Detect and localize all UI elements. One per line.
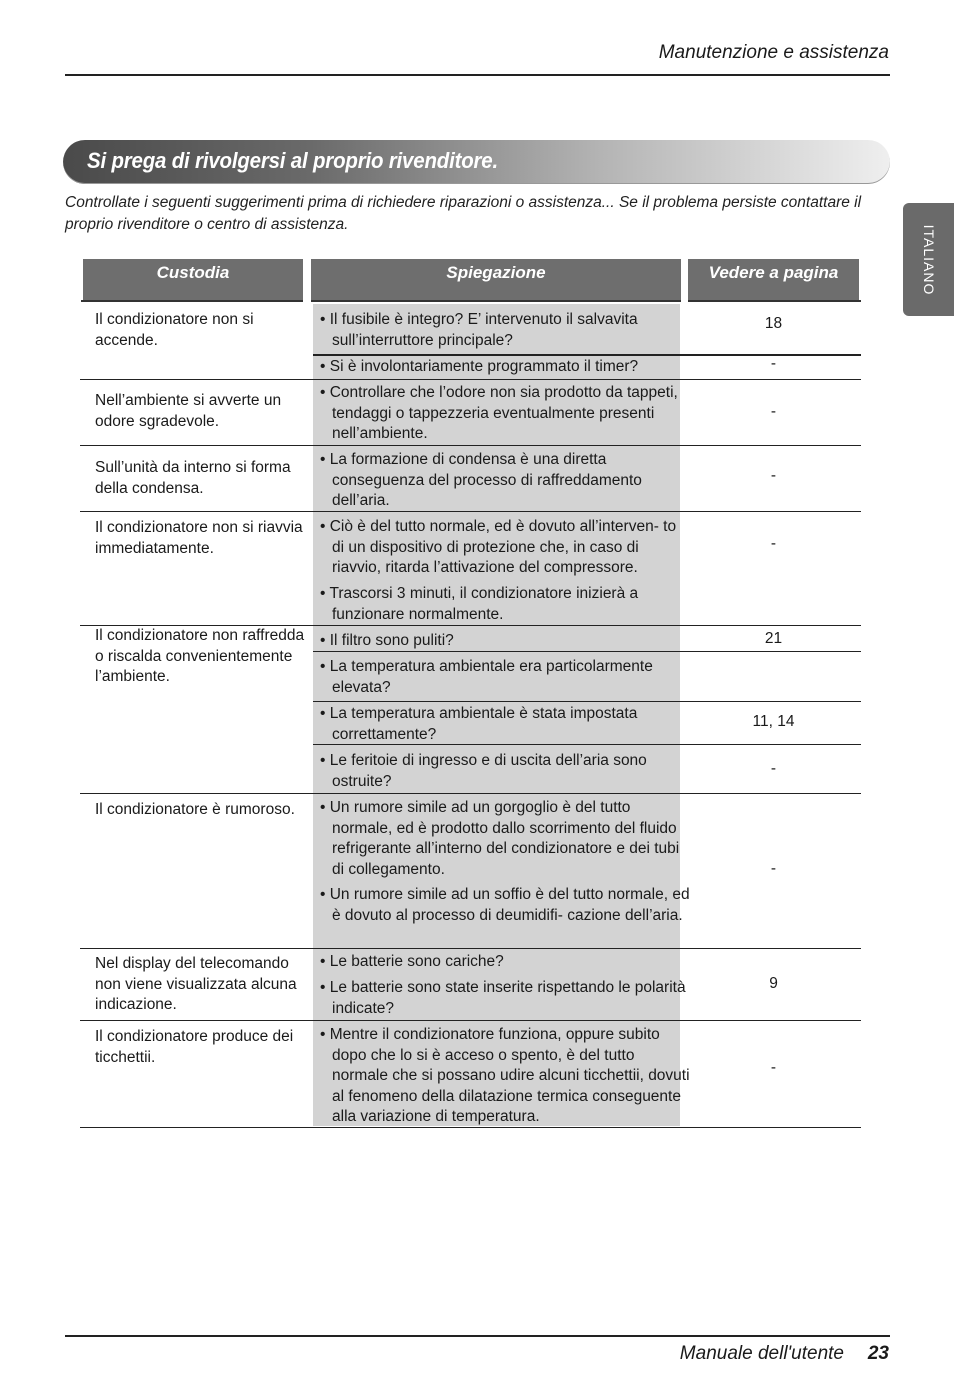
explanation-item: • La temperatura ambientale è stata impostata correttamente? [320, 705, 638, 743]
column-header-pagina: Vedere a pagina [688, 259, 859, 301]
page-reference: - [770, 760, 777, 777]
custodia-cell: Nel display del telecomando non viene visualizzata alcuna indicazione. [95, 955, 297, 1013]
language-tab [903, 203, 954, 316]
section-title: Manutenzione e assistenza [658, 42, 889, 63]
explanation-item: • Ciò è del tutto normale, ed è dovuto all’interven- to di un dispositivo di protezione che, in caso di riavvio, ritarda l’attivazione del compressore. [320, 518, 677, 576]
row-separator [80, 1020, 861, 1021]
row-separator [80, 948, 861, 949]
page-reference: - [770, 860, 777, 877]
explanation-item: • Un rumore simile ad un soffio è del tutto normale, ed è dovuto al processo di deumidifi- cazione dell’aria. [320, 886, 690, 924]
header-rule [311, 300, 681, 302]
footer-manual-label: Manuale dell'utente [679, 1343, 844, 1364]
page-reference: 9 [769, 975, 778, 992]
column-header-custodia: Custodia [83, 259, 303, 301]
section-banner [63, 140, 890, 184]
explanation-item: • Si è involontariamente programmato il timer? [320, 358, 639, 375]
custodia-cell: Il condizionatore non si riavvia immediatamente. [95, 519, 303, 557]
explanation-item: • Trascorsi 3 minuti, il condizionatore inizierà a funzionare normalmente. [320, 585, 639, 623]
explanation-item: • Le feritoie di ingresso e di uscita dell’aria sono ostruite? [320, 752, 647, 790]
explanation-item: • Le batterie sono state inserite rispettando le polarità indicate? [320, 979, 686, 1017]
intro-text: Controllate i seguenti suggerimenti prima di richiedere riparazioni o assistenza... Se il problema persiste contattare il proprio rivenditore o centro di assistenza. [65, 194, 862, 233]
explanation-item: • Il fusibile è integro? E’ intervenuto il salvavita sull’interruttore principale? [320, 311, 638, 349]
header-rule [688, 300, 861, 302]
language-tab-label: ITALIANO [920, 224, 937, 295]
row-separator [313, 701, 861, 702]
custodia-cell: Sull’unità da interno si forma della condensa. [95, 459, 291, 497]
custodia-cell: Il condizionatore non raffredda o riscalda convenientemente l’ambiente. [95, 627, 305, 685]
explanation-item: • Mentre il condizionatore funziona, oppure subito dopo che lo si è acceso o spento, è del tutto normale che si possano udire alcuni ticchettii, dovuti al fenomeno della dilatazione termica conseguente alla variazione di temperatura. [320, 1026, 690, 1125]
page-reference: - [770, 535, 777, 552]
page-reference: - [770, 467, 777, 484]
custodia-cell: Il condizionatore produce dei ticchettii. [95, 1028, 294, 1066]
explanation-item: • Le batterie sono cariche? [320, 953, 504, 970]
custodia-cell: Nell’ambiente si avverte un odore sgradevole. [95, 392, 282, 430]
custodia-cell: Il condizionatore è rumoroso. [95, 801, 295, 818]
header-divider [65, 74, 890, 76]
explanation-item: • La temperatura ambientale era particolarmente elevata? [320, 658, 653, 696]
page-reference: - [770, 403, 777, 420]
page-number: 23 [867, 1343, 889, 1364]
explanation-item: • Controllare che l’odore non sia prodotto da tappeti, tendaggi o tappezzeria eventualmente presenti nell’ambiente. [320, 384, 678, 442]
footer-divider [65, 1335, 890, 1337]
row-separator [80, 793, 861, 794]
page-reference: 11, 14 [752, 713, 795, 730]
explanation-item: • Il filtro sono puliti? [320, 632, 454, 649]
custodia-cell: Il condizionatore non si accende. [95, 311, 254, 349]
page-reference: - [770, 355, 777, 372]
row-separator [80, 379, 861, 380]
banner-title: Si prega di rivolgersi al proprio rivenditore. [87, 148, 498, 173]
page-reference: 18 [764, 315, 783, 332]
page-reference: 21 [764, 630, 783, 647]
explanation-item: • La formazione di condensa è una diretta conseguenza del processo di raffreddamento dell’aria. [320, 451, 642, 509]
page-reference: - [770, 1059, 777, 1076]
row-separator [80, 445, 861, 446]
header-rule [81, 300, 303, 302]
column-header-spiegazione: Spiegazione [311, 259, 681, 301]
explanation-item: • Un rumore simile ad un gorgoglio è del tutto normale, ed è prodotto dallo scorrimento del fluido refrigerante all’interno del condizionatore e dei tubi di collegamento. [320, 799, 680, 878]
